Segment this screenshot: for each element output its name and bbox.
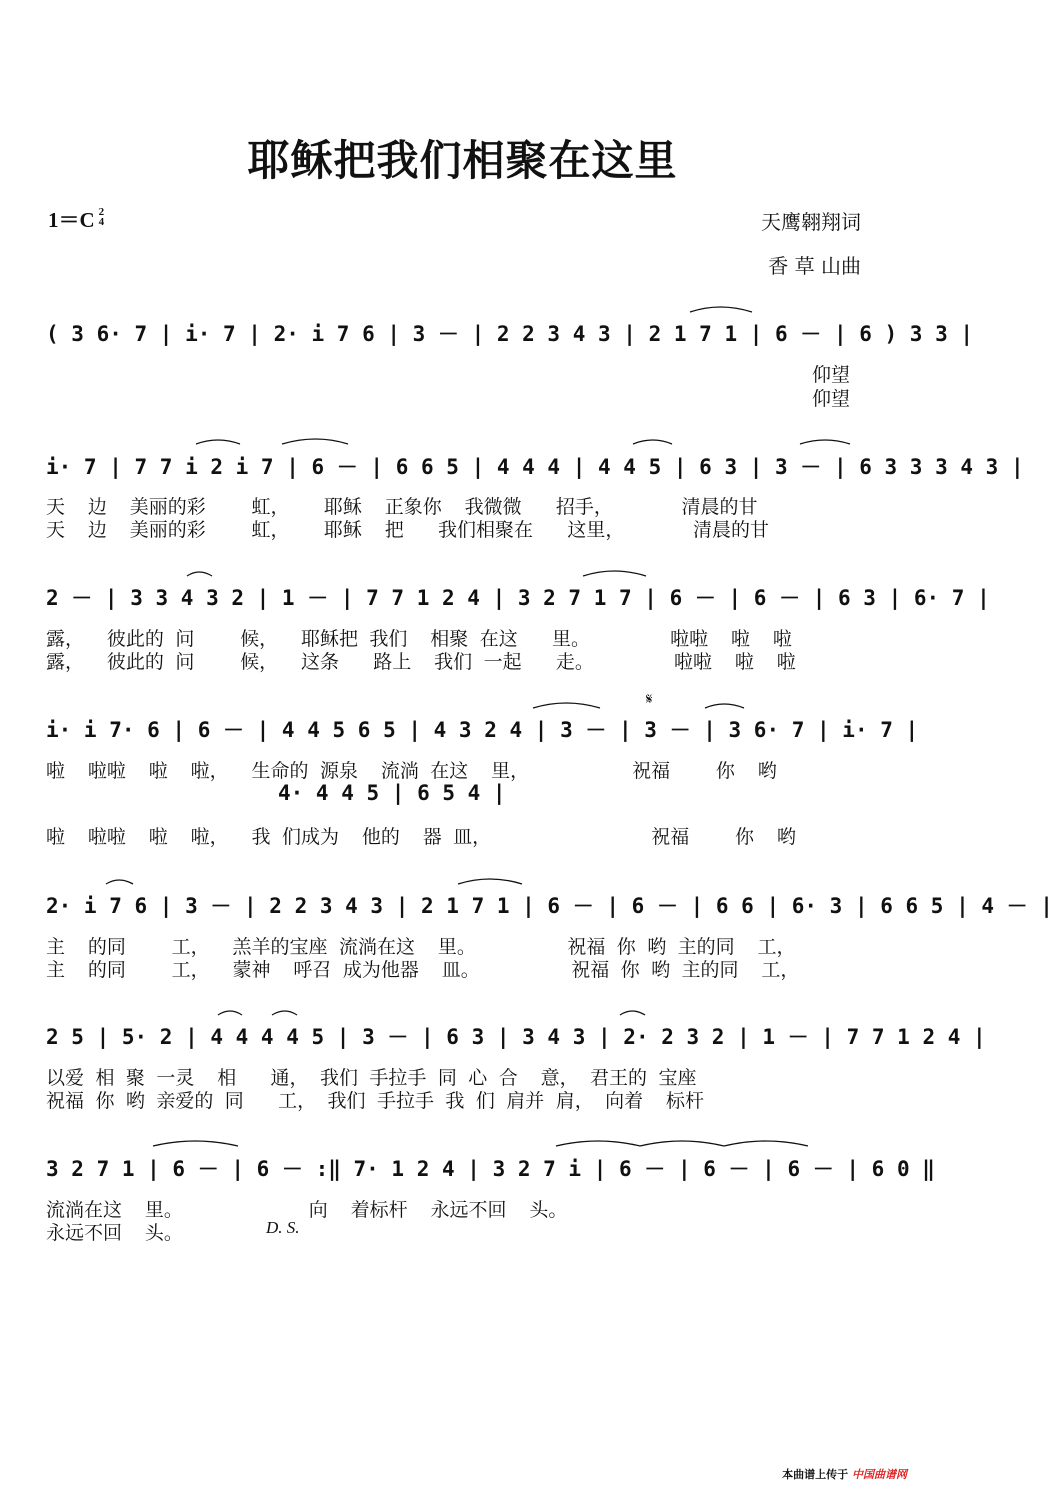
lyric-line-2b: 天 边 美丽的彩 虹， 耶稣 把 我们相聚在 这里， 清晨的甘 — [46, 519, 769, 541]
tie-arc — [690, 307, 752, 312]
tie-arc — [724, 1141, 808, 1146]
pickup-lyric-2: 仰望 — [811, 388, 850, 410]
alt-notation-line-4: 4· 4 4 5 | 6 5 4 | — [278, 781, 506, 805]
lyric-line-3a: 露， 彼此的 问 候， 耶稣把 我们 相聚 在这 里。 啦啦 啦 啦 — [46, 628, 792, 650]
tie-arc — [458, 879, 522, 884]
footer-credit — [782, 1466, 907, 1482]
lyric-line-5b: 主 的同 工， 蒙神 呼召 成为他器 皿。 祝福 你 哟 主的同 工， — [46, 959, 800, 981]
segno-sign: 𝄋 — [646, 690, 653, 708]
score-title: 耶稣把我们相聚在这里 — [247, 136, 678, 185]
lyric-line-2a: 天 边 美丽的彩 虹， 耶稣 正象你 我微微 招手， 清晨的甘 — [46, 496, 758, 518]
notation-line-4: i· i 7· 6 | 6 － | 4 4 5 6 5 | 4 3 2 4 | 3 － | 3 － | 3 6· 7 | i· 7 | — [46, 718, 919, 742]
tie-arc — [187, 572, 212, 576]
notation-line-3: 2 － | 3 3 4 3 2 | 1 － | 7 7 1 2 4 | 3 2 7 1 7 | 6 － | 6 － | 6 3 | 6· 7 | — [46, 586, 990, 610]
tie-arc — [153, 1141, 238, 1146]
lyric-line-7a: 流淌在这 里。 向 着标杆 永远不回 头。 — [46, 1199, 568, 1221]
lyric-line-4a: 啦 啦啦 啦 啦， 生命的 源泉 流淌 在这 里， 祝福 你 哟 — [46, 760, 777, 782]
tie-arc — [583, 571, 646, 576]
time-numerator: 2 — [98, 206, 105, 218]
footer-text: 本曲谱上传于 — [782, 1468, 849, 1481]
notation-line-7: 3 2 7 1 | 6 － | 6 － :‖ 7· 1 2 4 | 3 2 7 i | 6 － | 6 － | 6 － | 6 0 ‖ — [46, 1157, 935, 1181]
lyric-line-6b: 祝福 你 哟 亲爱的 同 工， 我们 手拉手 我 们 肩并 肩， 向着 标杆 — [46, 1090, 705, 1112]
notation-line-6: 2 5 | 5· 2 | 4 4 4 4 5 | 3 － | 6 3 | 3 4 3 | 2· 2 3 2 | 1 － | 7 7 1 2 4 | — [46, 1025, 986, 1049]
lyric-line-6a: 以爱 相 聚 一灵 相 通， 我们 手拉手 同 心 合 意， 君王的 宝座 — [46, 1067, 697, 1089]
tie-arc — [705, 704, 744, 708]
tie-arc — [633, 440, 672, 444]
notation-line-1: ( 3 6· 7 | i· 7 | 2· i 7 6 | 3 － | 2 2 3 4 3 | 2 1 7 1 | 6 － | 6 ) 3 3 | — [46, 322, 974, 346]
time-denominator: 4 — [98, 216, 105, 228]
tie-arc — [556, 1141, 640, 1146]
tie-arc — [106, 880, 133, 884]
tie-arc — [620, 1011, 645, 1015]
tie-arc — [218, 1011, 242, 1015]
lyric-line-5a: 主 的同 工， 羔羊的宝座 流淌在这 里。 祝福 你 哟 主的同 工， — [46, 936, 796, 958]
lyric-line-4b: 啦 啦啦 啦 啦， 我 们成为 他的 器 皿， 祝福 你 哟 — [46, 826, 796, 848]
tie-arc — [196, 440, 240, 444]
pickup-lyric-1: 仰望 — [811, 364, 850, 386]
lyric-line-3b: 露， 彼此的 问 候， 这条 路上 我们 一起 走。 啦啦 啦 啦 — [46, 651, 796, 673]
tie-arc — [533, 703, 600, 708]
lyric-line-7b: 永远不回 头。 — [46, 1222, 183, 1244]
key-label: 1＝C — [48, 208, 95, 232]
composer-credit: 香 草 山曲 — [768, 254, 861, 278]
notation-line-2: i· 7 | 7 7 i 2 i 7 | 6 － | 6 6 5 | 4 4 4 | 4 4 5 | 6 3 | 3 － | 6 3 3 3 4 3 | — [46, 455, 1024, 479]
footer-brand[interactable]: 中国曲谱网 — [852, 1468, 907, 1481]
tie-arc — [640, 1141, 724, 1146]
tie-arc — [800, 440, 850, 444]
dal-segno-mark: D. S. — [266, 1218, 300, 1237]
lyricist-credit: 天鹰翱翔词 — [761, 210, 861, 234]
notation-line-5: 2· i 7 6 | 3 － | 2 2 3 4 3 | 2 1 7 1 | 6 － | 6 － | 6 6 | 6· 3 | 6 6 5 | 4 － | — [46, 894, 1053, 918]
tie-arc — [272, 1011, 297, 1015]
tie-arc — [282, 439, 348, 444]
